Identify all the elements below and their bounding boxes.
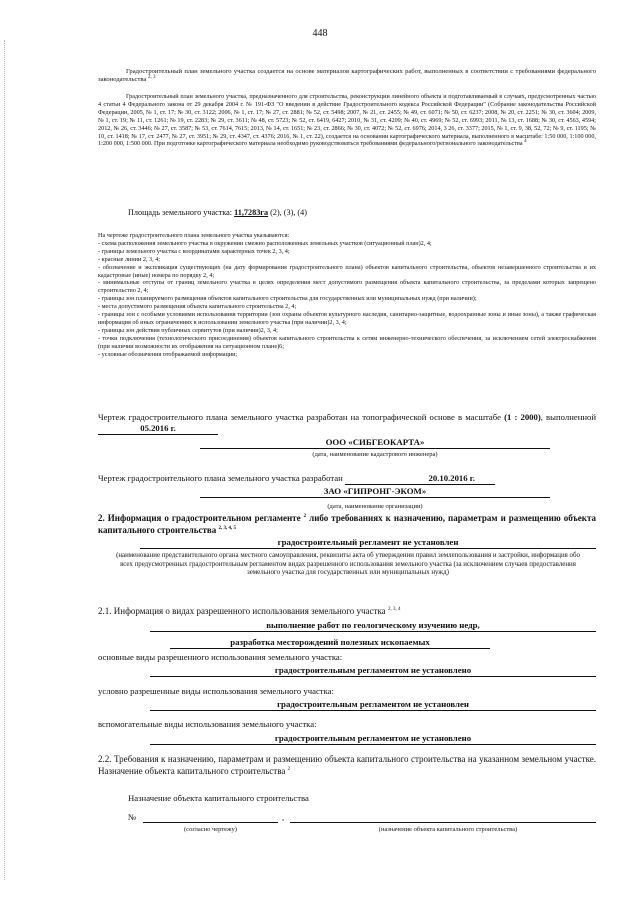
intro-paragraph-2 <box>98 93 596 148</box>
section-2-caption: (наименование представительного органа местного самоуправления, реквизиты акта об утверждении правил землепользования и застройки, информация обо всех предусмотренных градостроительным регламентом видах разрешенного использования земельного участка (за исключением случаев предоставления земельного участка для государственных или муниципальных нужд) <box>116 552 580 577</box>
section-2-value: градостроительный регламент не установлен <box>140 537 596 549</box>
auxiliary-use-label: вспомогательные виды использования земельного участка: <box>98 719 317 729</box>
basic-use-label: основные виды разрешенного использования земельного участка: <box>98 652 343 662</box>
drawing-list-item: - условные обозначения отображаемой информации; <box>98 350 238 358</box>
drawing-list-item: На чертеже градостроительного плана земельного участка указываются: <box>98 232 290 239</box>
area-refs: (2), (3), (4) <box>270 208 307 217</box>
object-number-label: № <box>128 812 137 822</box>
drawing-list-item: - красные линии 2, 3, 4; <box>98 255 161 263</box>
drawing-list-item: - минимальные отступы от границ земельного участка в целях определения мест допустимого размещения объекта капитального строительства, за пределами которых запрещено строительство 2, 4; <box>98 279 596 295</box>
area-value: 11,7283га <box>234 208 269 217</box>
intro-paragraph-2-footnote: 4 <box>524 139 527 145</box>
section-2-title <box>98 513 596 536</box>
developed-text: Чертеж градостроительного плана земельного участка разработан <box>98 473 343 483</box>
intro-paragraph-1 <box>98 68 596 85</box>
developed-date: 20.10.2016 г. <box>345 473 495 485</box>
intro-paragraph-2-text: Градостроительный план земельного участка, предназначенного для строительства, реконструкции линейного объекта и подготавливаемый в случаях, предусмотренных частью 4 статьи 4 Федерального закона от 29 декабря 2004 г. № 191-ФЗ "О введении в действие Градостроительного кодекса Российской Федерации" (Собрание законодательства Российской Федерации, 2005, № 1, ст. 17; № 30, ст. 3122; 2006, № 1, ст. 17; № 27, ст. 2881; № 52, ст. 5498; 2007, № 21, ст. 2455; № 49, ст. 6071; № 50, ст. 6237; 2008, № 20, ст. 2251; № 30, ст. 3604; 2009, № 1, ст. 19; № 11, ст. 1261; № 19, ст. 2283; № 29, ст. 3611; № 48, ст. 5723; № 52, ст. 6419, 6427; 2010, № 31, ст. 4209; № 40, ст. 4969; № 52, ст. 6993; 2011, № 13, ст. 1688; № 30, ст. 4563, 4594; 2012, № 26, ст. 3446; № 27, ст. 3587; № 53, ст. 7614, 7615; 2013, № 14, ст. 1651; № 23, ст. 2866; № 30, ст. 4072; № 52, ст. 6976; 2014, 3 26, ст. 3377; 2015, № 1, ст. 9, 38, 52, 72; № 9, ст. 1195; № 10, ст. 1418; № 17, ст. 2477, № 27, ст. 3951; № 29, ст. 4347, ст. 4376; 2016, № 1, ст. 22), создается на основании картографического материала, выполненного в масштабе: 1:50 000, 1:100 000, 1:200 000, 1:500 000. При подготовке картографического материала необходимо руководствоваться требованиями федерального/регионального законодательства <box>98 93 596 148</box>
drawing-list-item: - границы зон действия публичных сервитутов (при наличии)2, 3, 4; <box>98 326 278 334</box>
intro-paragraph-1-footnote: 2, 3 <box>147 75 156 81</box>
section-2-title-footnote: 2 <box>303 514 307 519</box>
drawing-list-item: - обозначение и экспликация существующих (на дату формирования градостроительного плана) объектов капитального строительства, объектов незавершенного строительства и их кадастровые (иные) номера по порядку 2, 4; <box>98 263 596 279</box>
scan-margin-line <box>4 40 5 880</box>
topo-org: ООО «СИБГЕОКАРТА» <box>200 437 550 449</box>
developed-org: ЗАО «ГИПРОНГ-ЭКОМ» <box>200 486 550 498</box>
object-purpose-caption: (назначение объекта капитального строительства) <box>378 826 518 833</box>
topo-date: 05.2016 г. <box>98 423 218 435</box>
topo-text-2: , выполненной <box>540 412 596 422</box>
drawing-list-item: - места допустимого размещения объекта капитального строительства 2, 4; <box>98 303 297 311</box>
section-2-title-footnote-2: 2, 3, 4, 5 <box>218 525 236 531</box>
topo-text: Чертеж градостроительного плана земельного участка разработан на топографической основе в масштабе <box>98 412 501 422</box>
section-2-2-title-text: 2.2. Требования к назначению, параметрам и размещению объекта капитального строительства на указанном земельном участке. Назначение объекта капитального строительства <box>98 754 596 776</box>
comma-separator: , <box>282 812 285 822</box>
section-2-2-title-footnote: 2 <box>287 767 291 772</box>
conditional-use-label: условно разрешенные виды использования земельного участка: <box>98 686 334 696</box>
area-label: Площадь земельного участка: <box>128 208 233 217</box>
purpose-label: Назначение объекта капитального строительства <box>128 793 309 803</box>
developed-caption: (дата, наименование организации) <box>327 503 423 510</box>
section-2-1-title <box>98 606 596 616</box>
page-number: 448 <box>312 28 328 39</box>
topo-scale: (1 : 2000) <box>504 412 541 422</box>
intro-paragraph-1-text: Градостроительный план земельного участка создается на основе материалов картографических работ, выполненных в соответствии с требованиями федерального законодательства <box>98 68 596 84</box>
auxiliary-use-value: градостроительным регламентом не установлено <box>150 733 596 745</box>
drawing-list-item: - границы зон планируемого размещения объектов капитального строительства для государственных или муниципальных нужд (при наличии); <box>98 295 477 303</box>
drawing-contents-list <box>98 232 596 359</box>
object-number-caption: (согласно чертежу) <box>184 826 237 833</box>
section-2-2-title <box>98 753 596 777</box>
topo-basis-paragraph <box>98 412 596 435</box>
developed-line <box>98 473 596 485</box>
conditional-use-value: градостроительным регламентом не установлен <box>150 699 596 711</box>
topo-caption: (дата, наименование кадастрового инженера) <box>312 451 438 458</box>
drawing-list-item: - точки подключения (технологического присоединения) объектов капитального строительства к сетям инженерно-технического обеспечения, за исключением сетей электроснабжения (при наличии возможности их отображения на ситуационном плане)6; <box>98 334 596 350</box>
section-2-title-text: 2. Информация о градостроительном регламенте <box>98 513 301 523</box>
section-2-1-title-footnote: 2, 3, 4 <box>387 607 401 612</box>
basic-use-value: градостроительным регламентом не установлено <box>150 665 596 677</box>
section-2-1-title-text: 2.1. Информация о видах разрешенного использования земельного участка <box>98 606 386 616</box>
permitted-use-value-2: разработка месторождений полезных ископаемых <box>170 637 490 649</box>
drawing-list-item: - схема расположения земельного участка в окружении смежно расположенных земельных участков (ситуационный план)2, 4; <box>98 239 432 247</box>
object-number-field <box>143 822 278 823</box>
drawing-list-item: - границы зон с особыми условиями использования территории (зон охраны объектов культурного наследия, санитарно-защитные, водоохранные зоны и иные зоны), а также графическая информация об иных ограничениях в использовании земельного участка (при наличии)2, 3, 4; <box>98 311 596 326</box>
area-line <box>128 207 548 218</box>
permitted-use-value-1: выполнение работ по геологическому изучению недр, <box>150 620 596 632</box>
drawing-list-item: - границы земельного участка с координатами характерных точек 2, 3, 4; <box>98 247 290 255</box>
object-purpose-field <box>290 822 596 823</box>
section-2-title-rest: либо требованиях к назначению, параметрам и размещению объекта капитального строительства <box>98 513 596 535</box>
